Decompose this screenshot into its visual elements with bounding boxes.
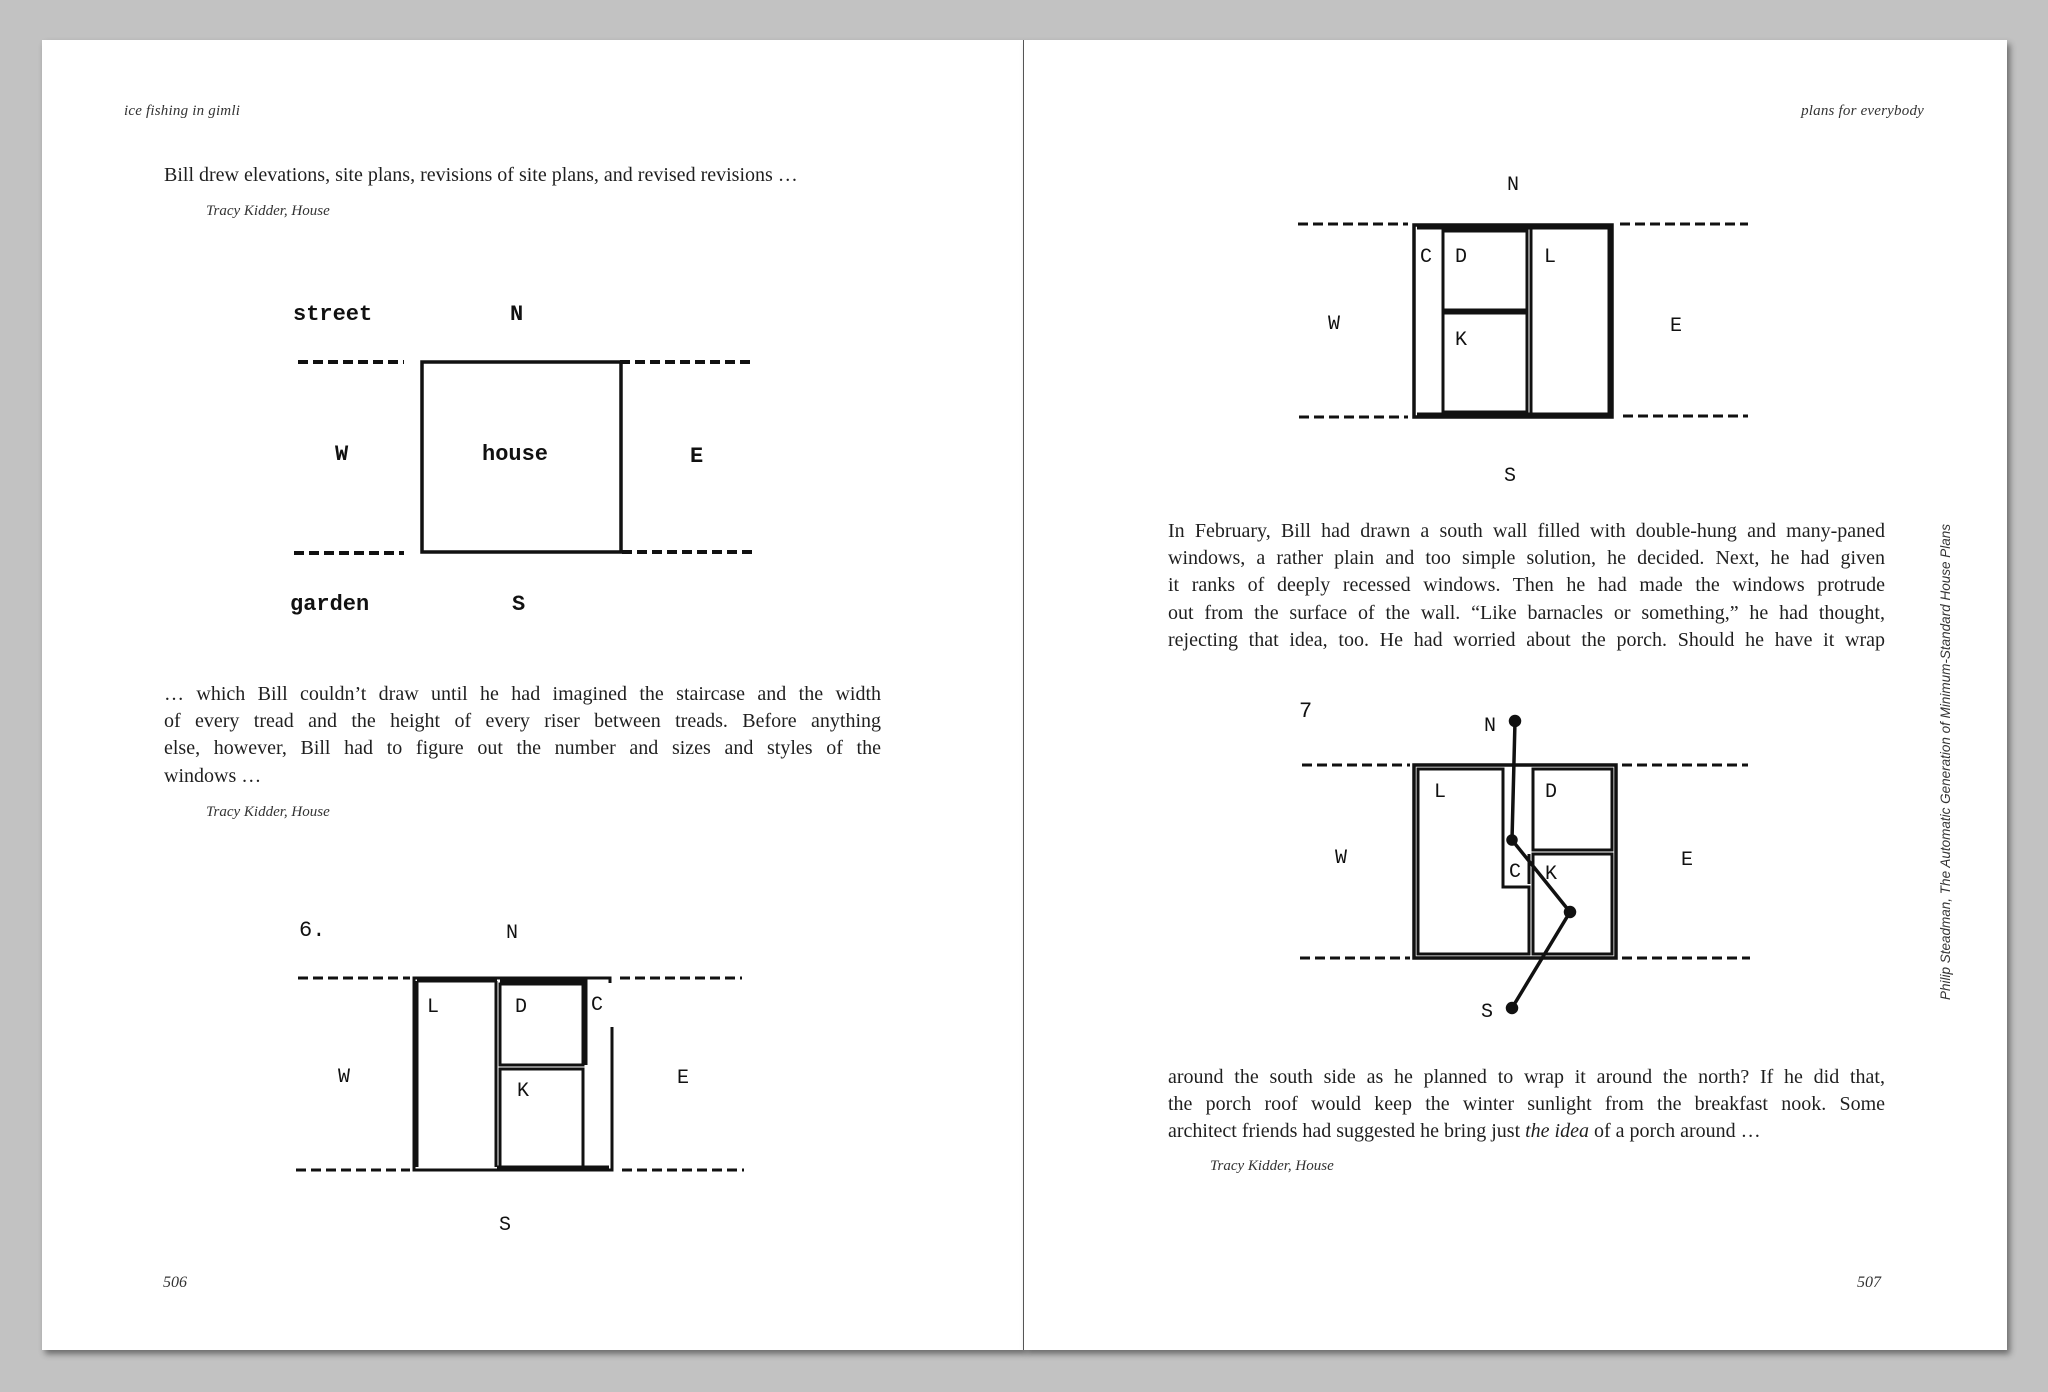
book-spine — [1023, 40, 1024, 1350]
plan-6-north: N — [506, 922, 519, 945]
plan-7-room-closet: C — [1509, 861, 1522, 884]
plan-top-room-closet: C — [1420, 246, 1433, 269]
plan-6-room-living: L — [427, 996, 440, 1019]
epigraph-2-text — [164, 681, 881, 790]
paragraph-1-line: In February, Bill had drawn a south wall filled with double-hung and many-paned — [1168, 520, 1885, 542]
plan-7-east: E — [1681, 849, 1694, 872]
epigraph-2-line: of every tread and the height of every riser between treads. Before anything — [164, 710, 881, 733]
street-label: street — [293, 302, 373, 327]
plan-7-south: S — [1481, 1001, 1494, 1024]
plan-7-room-kitchen: K — [1545, 863, 1558, 886]
paragraph-2 — [1168, 1064, 1885, 1146]
plan-6-south: S — [499, 1214, 512, 1237]
side-note: Philip Steadman, The Automatic Generation of Minimum-Standard House Plans — [1938, 524, 1953, 1000]
plan-6-west: W — [338, 1066, 351, 1089]
plan-7-figure — [1290, 690, 1770, 1030]
paragraph-1-line: out from the surface of the wall. “Like barnacles or something,” he had thought, — [1168, 601, 1885, 624]
west-label: W — [335, 442, 349, 467]
garden-label: garden — [290, 592, 370, 617]
epigraph-1-attribution: Tracy Kidder, House — [206, 203, 330, 219]
plan-top-south: S — [1504, 465, 1517, 488]
plan-top-west: W — [1328, 313, 1341, 336]
plan-7-room-dining: D — [1545, 781, 1558, 804]
north-label: N — [510, 302, 524, 327]
south-label: S — [512, 592, 526, 617]
plan-6-room-kitchen: K — [517, 1080, 530, 1103]
plan-6-number: 6. — [299, 918, 326, 943]
plan-top-figure — [1290, 165, 1770, 495]
right-folio: 507 — [1857, 1274, 1881, 1291]
plan-7-room-living: L — [1434, 781, 1447, 804]
plan-6-east: E — [677, 1067, 690, 1090]
plan-6-room-closet: C — [591, 994, 604, 1017]
epigraph-1-text: Bill drew elevations, site plans, revisions of site plans, and revised revisions … — [164, 164, 798, 186]
plan-top-east: E — [1670, 315, 1683, 338]
epigraph-2-line: … which Bill couldn’t draw until he had imagined the staircase and the width — [164, 683, 881, 705]
paragraph-2-line-3-end: of a porch around … — [1589, 1120, 1761, 1143]
paragraph-2-line: around the south side as he planned to wrap it around the north? If he did that, — [1168, 1066, 1885, 1088]
paragraph-2-attribution: Tracy Kidder, House — [1210, 1158, 1334, 1174]
left-running-head: ice fishing in gimli — [124, 103, 241, 119]
plan-top-north: N — [1507, 174, 1520, 197]
paragraph-1-line: it ranks of deeply recessed windows. Then he had made the windows protrude — [1168, 574, 1885, 597]
site-plan-figure — [280, 290, 760, 630]
plan-top-room-living: L — [1544, 246, 1557, 269]
paragraph-2-line-3-start: architect friends had suggested he bring just — [1168, 1120, 1526, 1143]
paragraph-1 — [1168, 518, 1885, 654]
paragraph-1-line: rejecting that idea, too. He had worried about the porch. Should he have it wrap — [1168, 628, 1885, 651]
plan-6-room-dining: D — [515, 996, 528, 1019]
paragraph-2-emphasis: the idea — [1525, 1120, 1589, 1143]
plan-6-figure — [280, 905, 760, 1245]
plan-7-north: N — [1484, 715, 1497, 738]
plan-top-room-dining: D — [1455, 246, 1468, 269]
plan-top-room-kitchen: K — [1455, 329, 1468, 352]
paragraph-2-line-3 — [1168, 1118, 1885, 1145]
right-running-head: plans for everybody — [1801, 103, 1924, 119]
plan-7-number: 7 — [1299, 699, 1313, 724]
epigraph-2-attribution: Tracy Kidder, House — [206, 804, 330, 820]
plan-7-west: W — [1335, 847, 1348, 870]
left-folio: 506 — [163, 1274, 187, 1291]
epigraph-2-line: else, however, Bill had to figure out the number and sizes and styles of the — [164, 737, 881, 760]
east-label: E — [690, 444, 704, 469]
paragraph-2-line: the porch roof would keep the winter sunlight from the breakfast nook. Some — [1168, 1093, 1885, 1116]
paragraph-1-line: windows, a rather plain and too simple solution, he decided. Next, he had given — [1168, 547, 1885, 570]
epigraph-2-line: windows … — [164, 764, 262, 787]
house-label: house — [482, 442, 549, 467]
